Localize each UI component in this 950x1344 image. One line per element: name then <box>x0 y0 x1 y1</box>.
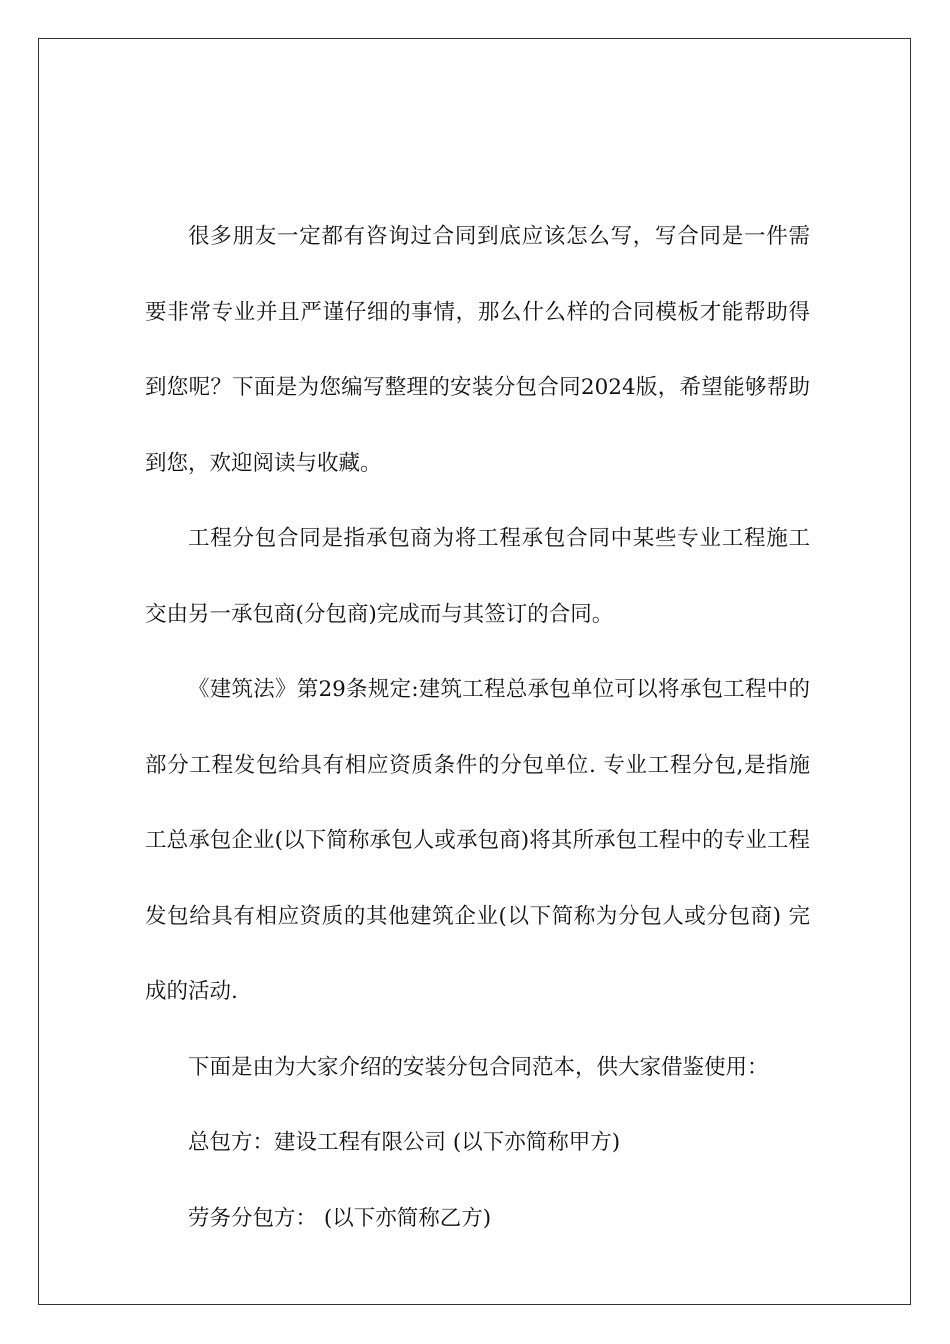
document-body <box>145 199 810 1256</box>
paragraph-construction-law: 《建筑法》第29条规定:建筑工程总承包单位可以将承包工程中的部分工程发包给具有相应资质条件的分包单位. 专业工程分包,是指施工总承包企业(以下简称承包人或承包商)将其所承包工程中的专业工程发包给具有相应资质的其他建筑企业(以下简称为分包人或分包商) 完成的活动. <box>145 677 810 1004</box>
paragraph-template-intro: 下面是由为大家介绍的安装分包合同范本，供大家借鉴使用： <box>188 1054 769 1080</box>
paragraph-intro: 很多朋友一定都有咨询过合同到底应该怎么写，写合同是一件需要非常专业并且严谨仔细的事情，那么什么样的合同模板才能帮助得到您呢？下面是为您编写整理的安装分包合同2024版，希望能够帮助到您，欢迎阅读与收藏。 <box>145 224 810 476</box>
paragraph-definition: 工程分包合同是指承包商为将工程承包合同中某些专业工程施工交由另一承包商(分包商)完成而与其签订的合同。 <box>145 526 810 627</box>
paragraph-party-a: 总包方：建设工程有限公司 (以下亦简称甲方) <box>188 1130 621 1155</box>
paragraph-party-b: 劳务分包方： (以下亦简称乙方) <box>188 1205 492 1231</box>
